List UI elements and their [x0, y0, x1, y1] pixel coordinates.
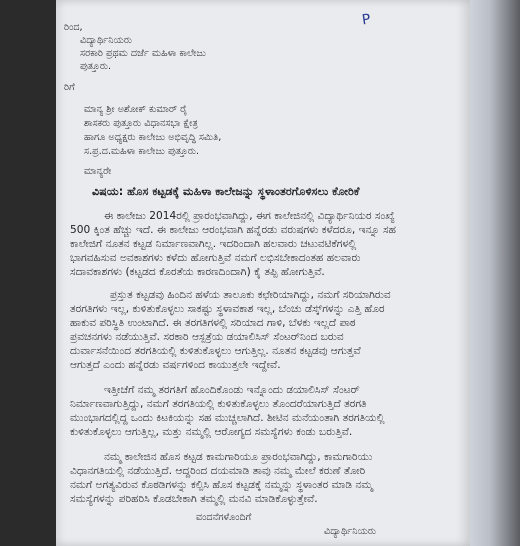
- subject-line: ವಿಷಯ: ಹೊಸ ಕಟ್ಟಡಕ್ಕೆ ಮಹಿಳಾ ಕಾಲೇಜನ್ನು ಸ್ಥಳಾಂತರಗೊಳಿಸಲು ಕೋರಿಕೆ: [92, 185, 360, 198]
- para2-line: ಹಾಕುವ ಪರಿಸ್ಥಿತಿ ಉಂಟಾಗಿದೆ. ಈ ತರಗತಿಗಳಲ್ಲಿ ಸರಿಯಾದ ಗಾಳಿ, ಬೆಳಕು ಇಲ್ಲದೆ ಪಾಠ: [70, 317, 356, 329]
- para1-line: 500 ಕ್ಕಿಂತ ಹೆಚ್ಚು ಇದೆ. ಈ ಕಾಲೇಜು ಆರಂಭವಾಗಿ ಹನ್ನೆರಡು ವರುಷಗಳು ಕಳೆದರೂ, ಇನ್ನೂ ಸಹ: [70, 224, 396, 236]
- para4-line: ನಮಗೆ ಅಗತ್ಯವಿರುವ ಕೊಠಡಿಗಳನ್ನು ಕಲ್ಪಿಸಿ ಹೊಸ ಕಟ್ಟಡಕ್ಕೆ ನಮ್ಮನ್ನು ಸ್ಥಳಾಂತರ ಮಾಡಿ ನಮ್ಮ: [70, 479, 373, 491]
- para3-line: ಕುಳಿತುಕೊಳ್ಳಲು ಆಗುತ್ತಿಲ್ಲ, ಮತ್ತು ನಮ್ಮಲ್ಲಿ ಆರೋಗ್ಯದ ಸಮಸ್ಯೆಗಳು ಕಂಡು ಬರುತ್ತಿವೆ.: [70, 426, 353, 438]
- closing: ವಂದನೆಗಳೊಂದಿಗೆ: [196, 512, 252, 523]
- para2-line: ದುರ್ವಾಸನೆಯಿಂದ ತರಗತಿಯಲ್ಲಿ ಕುಳಿತುಕೊಳ್ಳಲು ಆಗುತ್ತಿಲ್ಲ. ನೂತನ ಕಟ್ಟಡವು ಆಗುತ್ತವೆ: [70, 345, 361, 357]
- para1-line: ಸದಾವಕಾಶಗಳು (ಕಟ್ಟಡದ ಕೊರತೆಯ ಕಾರಣದಿಂದಾಗಿ) ಕೈ ತಪ್ಪಿ ಹೋಗುತ್ತಿವೆ.: [70, 266, 325, 278]
- to-line: ಶಾಸಕರು ಪುತ್ತೂರು ವಿಧಾನಸಭಾ ಕ್ಷೇತ್ರ: [84, 118, 198, 129]
- para3-line: ಮುಂಭಾಗದಲ್ಲಿದ್ದ ಒಂದು ಕಿಟಕಿಯನ್ನು ಸಹ ಮುಚ್ಚಲಾಗಿದೆ. ಶೀಟಿನ ಮನೆಯಂತಾಗಿ ತರಗತಿಯಲ್ಲಿ: [70, 412, 385, 424]
- to-label: ರಿಗೆ: [64, 82, 75, 93]
- to-line: ಸ.ಪ್ರ.ದ.ಮಹಿಳಾ ಕಾಲೇಜು ಪುತ್ತೂರು.: [84, 146, 199, 157]
- para2-line: ತರಗತಿಗಳು ಇಲ್ಲ, ಕುಳಿತುಕೊಳ್ಳಲು ಸಾಕಷ್ಟು ಸ್ಥಳಾವಕಾಶ ಇಲ್ಲ, ಬೆಂಚು ಡೆಸ್ಕ್‌ಗಳನ್ನು ಎತ್ತಿ ಹೊರ: [70, 303, 385, 315]
- para1-line: ಕಾಲೇಜಿಗೆ ನೂತನ ಕಟ್ಟಡ ನಿರ್ಮಾಣವಾಗಿಲ್ಲ. ಇದರಿಂದಾಗಿ ಹಲವಾರು ಚಟುವಟಿಕೆಗಳಲ್ಲಿ: [70, 238, 357, 250]
- para4-line: ವಿಧಾನಗತಿಯಲ್ಲಿ ನಡೆಯುತ್ತಿದೆ. ಆದ್ದರಿಂದ ದಯಮಾಡಿ ತಾವು ನಮ್ಮ ಮೇಲೆ ಕರುಣೆ ತೋರಿ: [70, 465, 366, 477]
- para1-line: ಭಾಗವಹಿಸುವ ಅವಕಾಶಗಳು ಕಳೆದು ಹೋಗುತ್ತಿವೆ ನಮಗೆ ಲಭಿಸಬೇಕಾದಂತಹ ಹಲವಾರು: [70, 252, 361, 264]
- page-edge-shadow: [470, 0, 520, 546]
- para3-line: ನಿರ್ಮಾಣವಾಗುತ್ತಿದ್ದು, ನಮಗೆ ತರಗತಿಯಲ್ಲಿ ಕುಳಿತುಕೊಳ್ಳಲು ತೊಂದರೆಯಾಗುತ್ತಿದೆ ತರಗತಿ: [70, 398, 367, 410]
- para2-line: ಆಗುತ್ತದೆ ಎಂದು ಹನ್ನೆರಡು ವರ್ಷಗಳಿಂದ ಕಾಯುತ್ತಲೇ ಇದ್ದೇವೆ.: [70, 359, 281, 371]
- from-line: ವಿದ್ಯಾರ್ಥಿನಿಯರು: [80, 35, 132, 46]
- from-line: ಪುತ್ತೂರು.: [80, 61, 112, 72]
- para4-line: ಸಮಸ್ಯೆಗಳನ್ನು ಪರಿಹರಿಸಿ ಕೊಡಬೇಕಾಗಿ ತಮ್ಮಲ್ಲಿ ಮನವಿ ಮಾಡಿಕೊಳ್ಳುತ್ತೇವೆ.: [70, 493, 318, 505]
- para2-line: ಪ್ರವಚನಗಳು ನಡೆಯುತ್ತಿವೆ. ಸರಕಾರಿ ಆಸ್ಪತ್ರೆಯ ಡಯಾಲಿಸಿಸ್ ಸೆಂಟರ್‌ನಿಂದ ಬರುವ: [70, 331, 344, 343]
- signature: ವಿದ್ಯಾರ್ಥಿನಿಯರು: [324, 526, 376, 537]
- para2-line: ಪ್ರಸ್ತುತ ಕಟ್ಟಡವು ಹಿಂದಿನ ಹಳೆಯ ತಾಲೂಕು ಕಛೇರಿಯಾಗಿದ್ದು, ನಮಗೆ ಸರಿಯಾಗಿರುವ: [110, 289, 391, 301]
- para1-line: ಈ ಕಾಲೇಜು 2014ರಲ್ಲಿ ಪ್ರಾರಂಭವಾಗಿದ್ದು, ಈಗ ಕಾಲೇಜಿನಲ್ಲಿ ವಿದ್ಯಾರ್ಥಿನಿಯರ ಸಂಖ್ಯೆ: [104, 210, 395, 222]
- to-line: ಹಾಗೂ ಅಧ್ಯಕ್ಷರು ಕಾಲೇಜು ಅಭಿವೃದ್ಧಿ ಸಮಿತಿ,: [84, 132, 222, 143]
- salutation: ಮಾನ್ಯರೇ: [84, 166, 112, 177]
- para4-line: ನಮ್ಮ ಕಾಲೇಜಿನ ಹೊಸ ಕಟ್ಟಡ ಕಾಮಗಾರಿಯೂ ಪ್ರಾರಂಭವಾಗಿದ್ದು, ಕಾಮಗಾರಿಯು: [104, 451, 373, 463]
- from-label: ರಿಂದ,: [64, 22, 83, 33]
- ink-mark: P: [360, 11, 372, 29]
- to-line: ಮಾನ್ಯ ಶ್ರೀ ಅಶೋಕ್ ಕುಮಾರ್ ರೈ: [84, 104, 188, 115]
- para3-line: ಇತ್ತೀಚೆಗೆ ನಮ್ಮ ತರಗತಿಗೆ ಹೊಂದಿಕೊಂಡು ಇನ್ನೊಂದು ಡಯಾಲಿಸಿಸ್ ಸೆಂಟರ್: [104, 384, 360, 396]
- from-line: ಸರಕಾರಿ ಪ್ರಥಮ ದರ್ಜೆ ಮಹಿಳಾ ಕಾಲೇಜು: [80, 48, 206, 59]
